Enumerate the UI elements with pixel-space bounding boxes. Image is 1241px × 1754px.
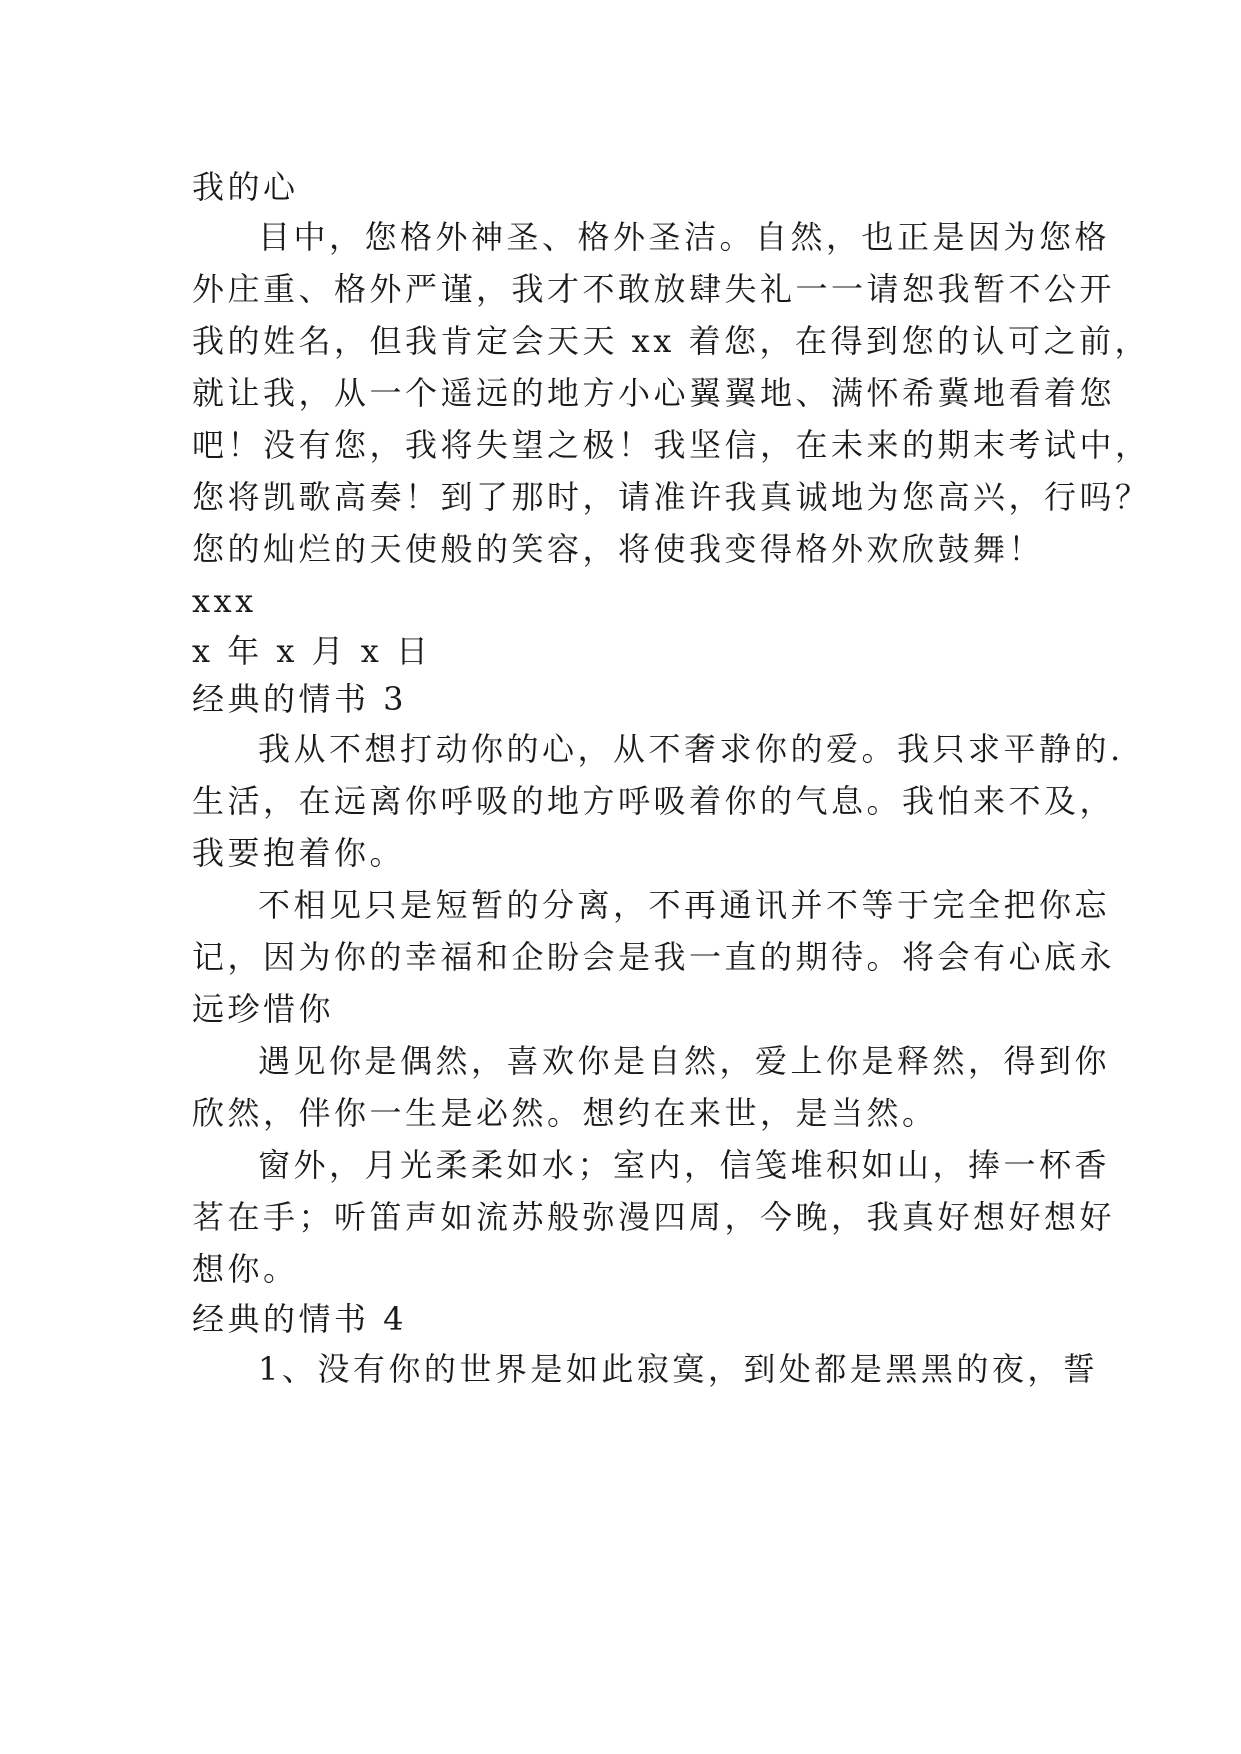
section-heading: 经典的情书 3 bbox=[192, 680, 408, 718]
text-line: 吧！没有您，我将失望之极！我坚信，在未来的期末考试中， bbox=[192, 426, 1151, 464]
text-line: 我要抱着你。 bbox=[192, 834, 406, 872]
text-line: 茗在手；听笛声如流苏般弥漫四周，今晚，我真好想好想好 bbox=[192, 1198, 1116, 1236]
paragraph-first-line: 我从不想打动你的心，从不奢求你的爱。我只求平静的. bbox=[258, 730, 1124, 768]
text-line: 想你。 bbox=[192, 1250, 299, 1288]
text-line: 我的心 bbox=[192, 168, 299, 206]
paragraph-first-line: 不相见只是短暂的分离，不再通讯并不等于完全把你忘 bbox=[258, 886, 1111, 924]
paragraph-first-line: 1、没有你的世界是如此寂寞，到处都是黑黑的夜，誓 bbox=[258, 1350, 1099, 1388]
date-line: x 年 x 月 x 日 bbox=[192, 632, 432, 670]
text-line: 生活，在远离你呼吸的地方呼吸着你的气息。我怕来不及， bbox=[192, 782, 1116, 820]
text-line: 就让我，从一个遥远的地方小心翼翼地、满怀希冀地看着您 bbox=[192, 374, 1116, 412]
text-line: 您的灿烂的天使般的笑容，将使我变得格外欢欣鼓舞！ bbox=[192, 530, 1045, 568]
text-line: 外庄重、格外严谨，我才不敢放肆失礼一一请恕我暂不公开 bbox=[192, 270, 1116, 308]
text-line: 您将凯歌高奏！到了那时，请准许我真诚地为您高兴，行吗？ bbox=[192, 478, 1151, 516]
signature: xxx bbox=[192, 582, 257, 620]
section-heading: 经典的情书 4 bbox=[192, 1300, 408, 1338]
paragraph-first-line: 目中，您格外神圣、格外圣洁。自然，也正是因为您格 bbox=[258, 218, 1111, 256]
paragraph-first-line: 窗外，月光柔柔如水；室内，信笺堆积如山，捧一杯香 bbox=[258, 1146, 1111, 1184]
text-line: 我的姓名，但我肯定会天天 xx 着您，在得到您的认可之前， bbox=[192, 322, 1150, 360]
text-line: 远珍惜你 bbox=[192, 990, 335, 1028]
text-line: 欣然，伴你一生是必然。想约在来世，是当然。 bbox=[192, 1094, 938, 1132]
paragraph-first-line: 遇见你是偶然，喜欢你是自然，爱上你是释然，得到你 bbox=[258, 1042, 1111, 1080]
text-line: 记，因为你的幸福和企盼会是我一直的期待。将会有心底永 bbox=[192, 938, 1116, 976]
